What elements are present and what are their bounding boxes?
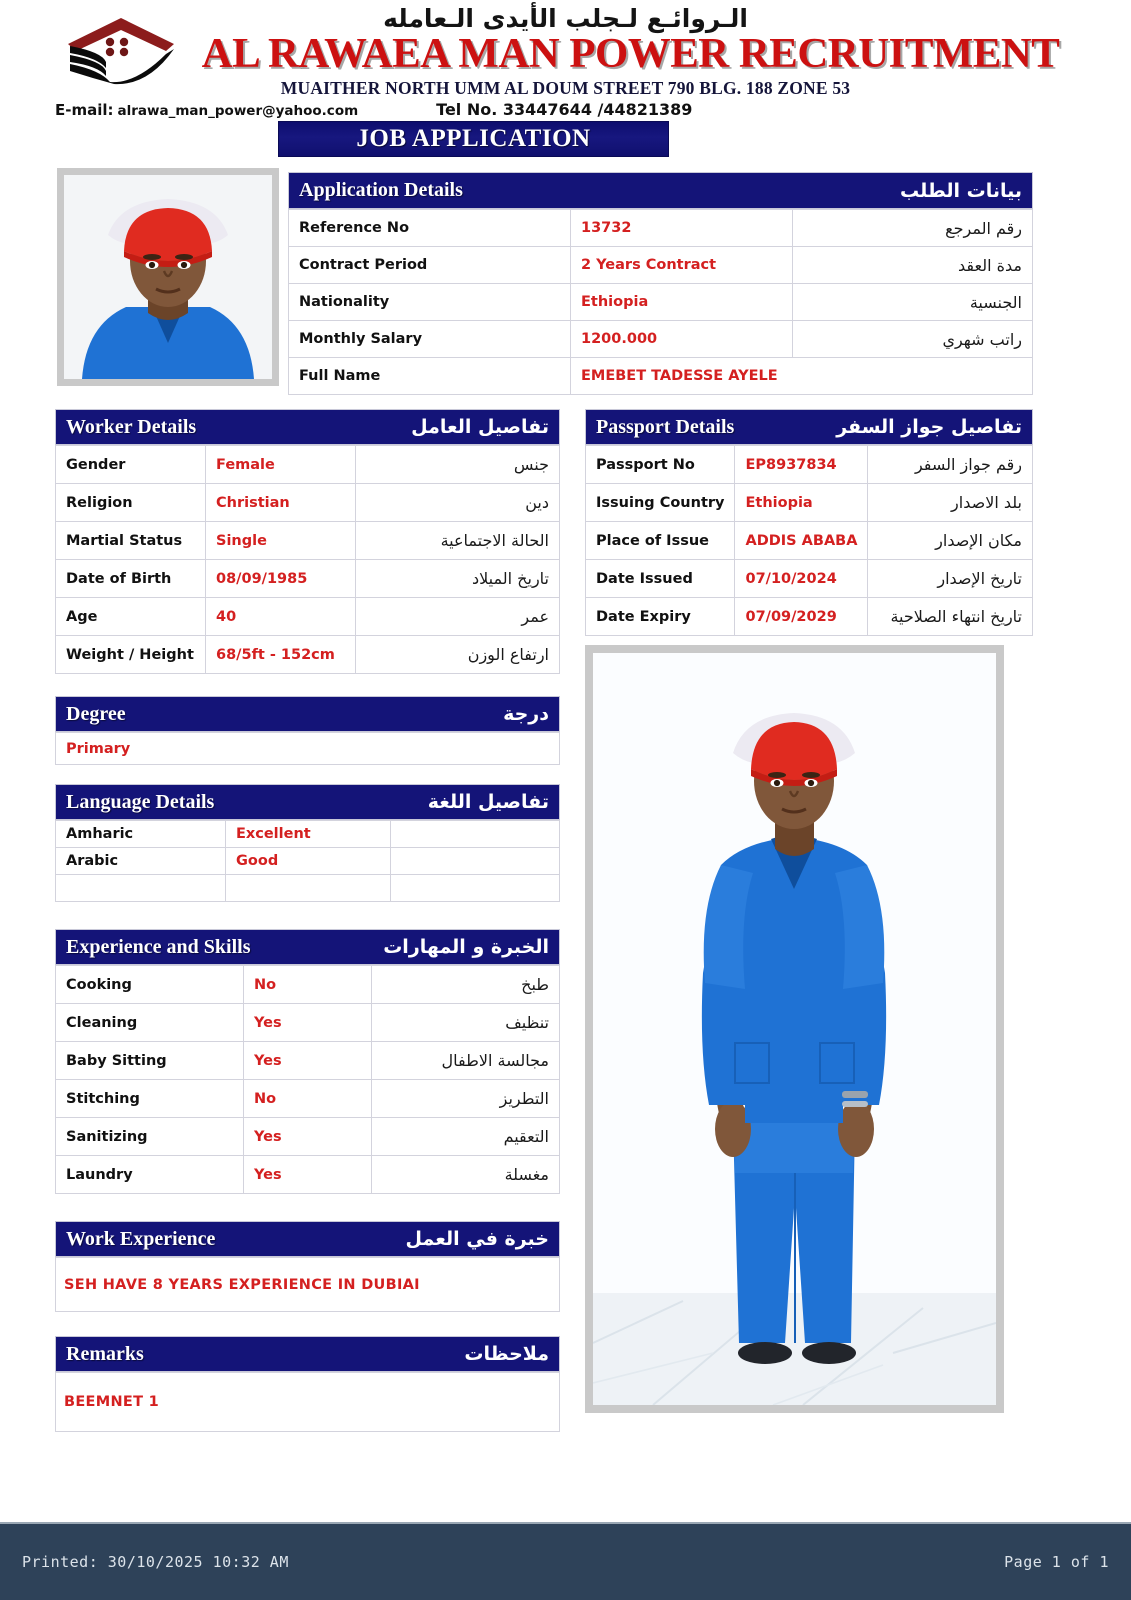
job-application-banner <box>278 121 669 157</box>
row-label: Sanitizing <box>56 1118 244 1156</box>
degree-section <box>55 696 560 765</box>
work-experience-section <box>55 1221 560 1312</box>
email-label: E-mail: <box>55 101 114 119</box>
row-value: Single <box>206 522 356 560</box>
degree-header <box>55 696 560 732</box>
application-details-section <box>288 172 1033 395</box>
row-value: 2 Years Contract <box>571 247 793 284</box>
row-label: Weight / Height <box>56 636 206 674</box>
row-arabic: عمر <box>356 598 560 636</box>
worker-details-table <box>55 445 560 674</box>
table-row <box>56 966 560 1004</box>
document-header <box>0 0 1131 118</box>
section-title-en: Application Details <box>299 179 463 201</box>
section-title-ar: درجة <box>503 703 549 725</box>
row-arabic: مدة العقد <box>793 247 1033 284</box>
table-row <box>289 284 1033 321</box>
section-title-en: Experience and Skills <box>66 935 251 958</box>
page-indicator: Page 1 of 1 <box>1004 1553 1109 1571</box>
passport-details-table <box>585 445 1033 636</box>
banner-title: JOB APPLICATION <box>356 125 591 152</box>
row-value: ADDIS ABABA <box>735 522 868 560</box>
experience-skills-table <box>55 965 560 1194</box>
section-title-ar: الخبرة و المهارات <box>383 936 549 958</box>
row-label: Contract Period <box>289 247 571 284</box>
row-value: Excellent <box>226 821 391 848</box>
row-value <box>226 875 391 902</box>
row-arabic <box>391 848 560 875</box>
section-title-en: Work Experience <box>66 1227 216 1250</box>
row-arabic: تاريخ الميلاد <box>356 560 560 598</box>
table-row <box>586 446 1033 484</box>
company-address: MUAITHER NORTH UMM AL DOUM STREET 790 BLG. 188 ZONE 53 <box>280 78 851 98</box>
row-arabic: راتب شهري <box>793 321 1033 358</box>
document-footer <box>0 1522 1131 1600</box>
table-row <box>56 1042 560 1080</box>
row-arabic: طبخ <box>372 966 560 1004</box>
section-title-ar: تفاصيل جواز السفر <box>836 416 1022 438</box>
table-row <box>56 821 560 848</box>
remarks-section <box>55 1336 560 1432</box>
table-row <box>56 1156 560 1194</box>
row-label: Amharic <box>56 821 226 848</box>
row-arabic <box>391 875 560 902</box>
row-arabic: الحالة الاجتماعية <box>356 522 560 560</box>
section-title-en: Passport Details <box>596 415 735 438</box>
table-row <box>56 522 560 560</box>
language-details-table <box>55 820 560 902</box>
row-label <box>56 875 226 902</box>
row-arabic: رقم المرجع <box>793 210 1033 247</box>
printed-timestamp: Printed: 30/10/2025 10:32 AM <box>22 1553 289 1571</box>
row-value: Yes <box>244 1004 372 1042</box>
row-arabic: التطريز <box>372 1080 560 1118</box>
row-label: Issuing Country <box>586 484 735 522</box>
worker-details-header <box>55 409 560 445</box>
application-details-header <box>288 172 1033 209</box>
row-value: EMEBET TADESSE AYELE <box>571 358 1033 395</box>
row-value: No <box>244 1080 372 1118</box>
table-row <box>289 358 1033 395</box>
degree-value: Primary <box>55 732 560 765</box>
row-label: Cooking <box>56 966 244 1004</box>
row-value: Yes <box>244 1042 372 1080</box>
contact-line <box>55 100 855 119</box>
row-label: Gender <box>56 446 206 484</box>
table-row <box>56 848 560 875</box>
language-details-section <box>55 784 560 902</box>
section-title-ar: تفاصيل العامل <box>411 416 549 438</box>
row-arabic: تاريخ انتهاء الصلاحية <box>868 598 1033 636</box>
row-value: 1200.000 <box>571 321 793 358</box>
row-value: Yes <box>244 1156 372 1194</box>
application-details-table <box>288 209 1033 395</box>
section-title-en: Worker Details <box>66 415 197 438</box>
table-row <box>56 1118 560 1156</box>
row-label: Monthly Salary <box>289 321 571 358</box>
row-value: Female <box>206 446 356 484</box>
row-arabic: تنظيف <box>372 1004 560 1042</box>
passport-details-header <box>585 409 1033 445</box>
table-row <box>56 636 560 674</box>
row-value: Christian <box>206 484 356 522</box>
row-label: Reference No <box>289 210 571 247</box>
row-label: Cleaning <box>56 1004 244 1042</box>
row-label: Date Issued <box>586 560 735 598</box>
table-row <box>586 598 1033 636</box>
table-row <box>56 446 560 484</box>
applicant-fullbody-photo <box>585 645 1004 1413</box>
row-arabic: دين <box>356 484 560 522</box>
table-row <box>56 598 560 636</box>
section-title-ar: ملاحظات <box>464 1343 549 1365</box>
table-row <box>289 210 1033 247</box>
section-title-en: Degree <box>66 702 126 725</box>
email-value: alrawa_man_power@yahoo.com <box>117 103 359 119</box>
row-value: 13732 <box>571 210 793 247</box>
row-label: Martial Status <box>56 522 206 560</box>
section-title-en: Remarks <box>66 1342 144 1365</box>
table-row <box>289 321 1033 358</box>
table-row <box>56 560 560 598</box>
row-label: Age <box>56 598 206 636</box>
language-details-header <box>55 784 560 820</box>
remarks-value: BEEMNET 1 <box>55 1372 560 1432</box>
worker-details-section <box>55 409 560 674</box>
row-value: No <box>244 966 372 1004</box>
row-value: 08/09/1985 <box>206 560 356 598</box>
row-arabic: مكان الإصدار <box>868 522 1033 560</box>
table-row <box>56 875 560 902</box>
remarks-header <box>55 1336 560 1372</box>
row-value: Good <box>226 848 391 875</box>
row-value: 07/09/2029 <box>735 598 868 636</box>
row-arabic: مغسلة <box>372 1156 560 1194</box>
row-arabic: مجالسة الاطفال <box>372 1042 560 1080</box>
row-label: Passport No <box>586 446 735 484</box>
table-row <box>289 247 1033 284</box>
row-value: 68/5ft - 152cm <box>206 636 356 674</box>
section-title-ar: بيانات الطلب <box>899 179 1022 202</box>
row-value: Ethiopia <box>735 484 868 522</box>
row-label: Full Name <box>289 358 571 395</box>
table-row <box>56 1080 560 1118</box>
work-experience-header <box>55 1221 560 1257</box>
passport-details-section <box>585 409 1033 636</box>
row-label: Place of Issue <box>586 522 735 560</box>
row-value: EP8937834 <box>735 446 868 484</box>
table-row <box>56 1004 560 1042</box>
table-row <box>56 484 560 522</box>
row-label: Date Expiry <box>586 598 735 636</box>
row-value: 07/10/2024 <box>735 560 868 598</box>
row-arabic: بلد الاصدار <box>868 484 1033 522</box>
row-label: Baby Sitting <box>56 1042 244 1080</box>
experience-skills-section <box>55 929 560 1194</box>
section-title-en: Language Details <box>66 790 215 813</box>
table-row <box>586 484 1033 522</box>
section-title-ar: تفاصيل اللغة <box>427 791 549 813</box>
applicant-headshot-photo <box>57 168 279 386</box>
table-row <box>586 522 1033 560</box>
row-label: Nationality <box>289 284 571 321</box>
row-label: Date of Birth <box>56 560 206 598</box>
row-label: Religion <box>56 484 206 522</box>
telephone-value: Tel No. 33447644 /44821389 <box>436 100 693 119</box>
experience-skills-header <box>55 929 560 965</box>
row-arabic: جنس <box>356 446 560 484</box>
row-value: Yes <box>244 1118 372 1156</box>
row-arabic <box>391 821 560 848</box>
row-label: Stitching <box>56 1080 244 1118</box>
row-arabic: رقم جواز السفر <box>868 446 1033 484</box>
row-arabic: الجنسية <box>793 284 1033 321</box>
row-value: 40 <box>206 598 356 636</box>
table-row <box>586 560 1033 598</box>
company-name-english: AL RAWAEA MAN POWER RECRUITMENT <box>201 31 1060 77</box>
row-value: Ethiopia <box>571 284 793 321</box>
row-arabic: ارتفاع الوزن <box>356 636 560 674</box>
row-arabic: تاريخ الإصدار <box>868 560 1033 598</box>
row-label: Arabic <box>56 848 226 875</box>
work-experience-value: SEH HAVE 8 YEARS EXPERIENCE IN DUBIAI <box>55 1257 560 1312</box>
row-arabic: التعقيم <box>372 1118 560 1156</box>
company-name-arabic: الـروائـع لـجلب الأيدى الـعامله <box>383 4 748 33</box>
section-title-ar: خبرة في العمل <box>405 1228 549 1250</box>
row-label: Laundry <box>56 1156 244 1194</box>
